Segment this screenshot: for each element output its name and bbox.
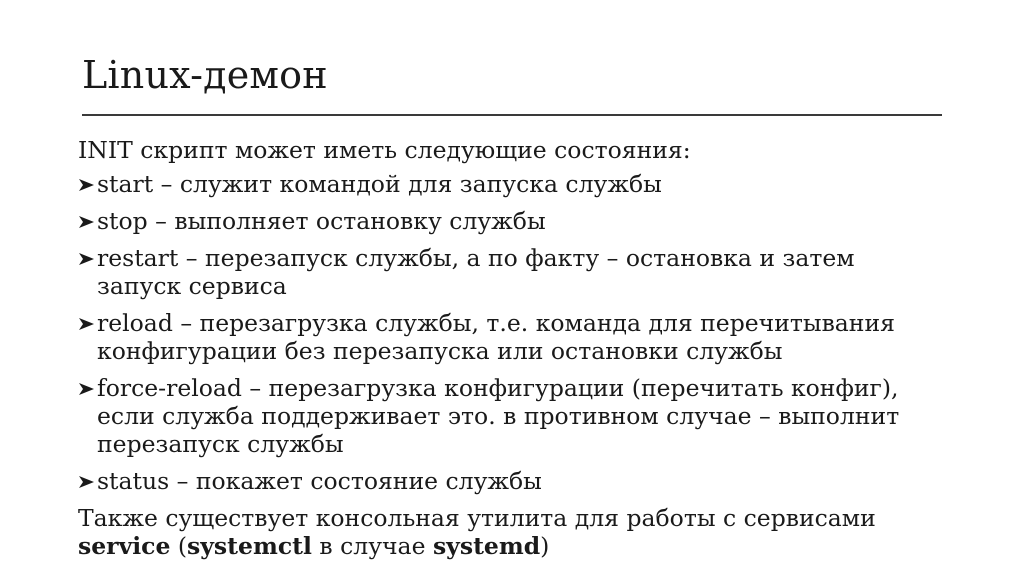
bullet-text: stop – выполняет остановку службы (97, 207, 546, 235)
bullet-reload (78, 309, 998, 365)
arrow-bullet-icon (78, 475, 95, 489)
bullet-start (78, 170, 998, 198)
bullet-text-continued: если служба поддерживает это. в противном случае – выполнит (97, 402, 900, 430)
slide-title: Linux-демон (82, 53, 328, 97)
service-command: service (78, 532, 171, 560)
bullet-force-reload (78, 374, 998, 458)
bullet-text-continued: перезапуск службы (97, 430, 344, 458)
arrow-bullet-icon (78, 382, 95, 396)
outro-paren-close: ) (540, 532, 550, 560)
outro-paren-open: ( (170, 532, 188, 560)
bullet-text: status – покажет состояние службы (97, 467, 542, 495)
intro-text: INIT скрипт может иметь следующие состояния: (78, 136, 691, 164)
bullet-restart (78, 244, 998, 300)
arrow-bullet-icon (78, 178, 95, 192)
arrow-bullet-icon (78, 252, 95, 266)
bullet-text: restart – перезапуск службы, а по факту – остановка и затем (97, 244, 855, 272)
slide-content (78, 136, 998, 560)
bullet-stop (78, 207, 998, 235)
outro-line-commands (78, 532, 998, 560)
arrow-bullet-icon (78, 317, 95, 331)
outro-line: Также существует консольная утилита для работы с сервисами (78, 504, 876, 532)
bullet-text: force-reload – перезагрузка конфигурации (перечитать конфиг), (97, 374, 899, 402)
bullet-text: reload – перезагрузка службы, т.е. команда для перечитывания (97, 309, 895, 337)
arrow-bullet-icon (78, 215, 95, 229)
bullet-status (78, 467, 998, 495)
systemd-name: systemd (432, 532, 541, 560)
title-divider (82, 114, 942, 116)
outro-connector: в случае (311, 532, 433, 560)
outro-text (78, 504, 998, 560)
bullet-text-continued: запуск сервиса (97, 272, 287, 300)
bullet-text-continued: конфигурации без перезапуска или остановки службы (97, 337, 783, 365)
systemctl-command: systemctl (187, 532, 312, 560)
bullet-text: start – служит командой для запуска службы (97, 170, 662, 198)
